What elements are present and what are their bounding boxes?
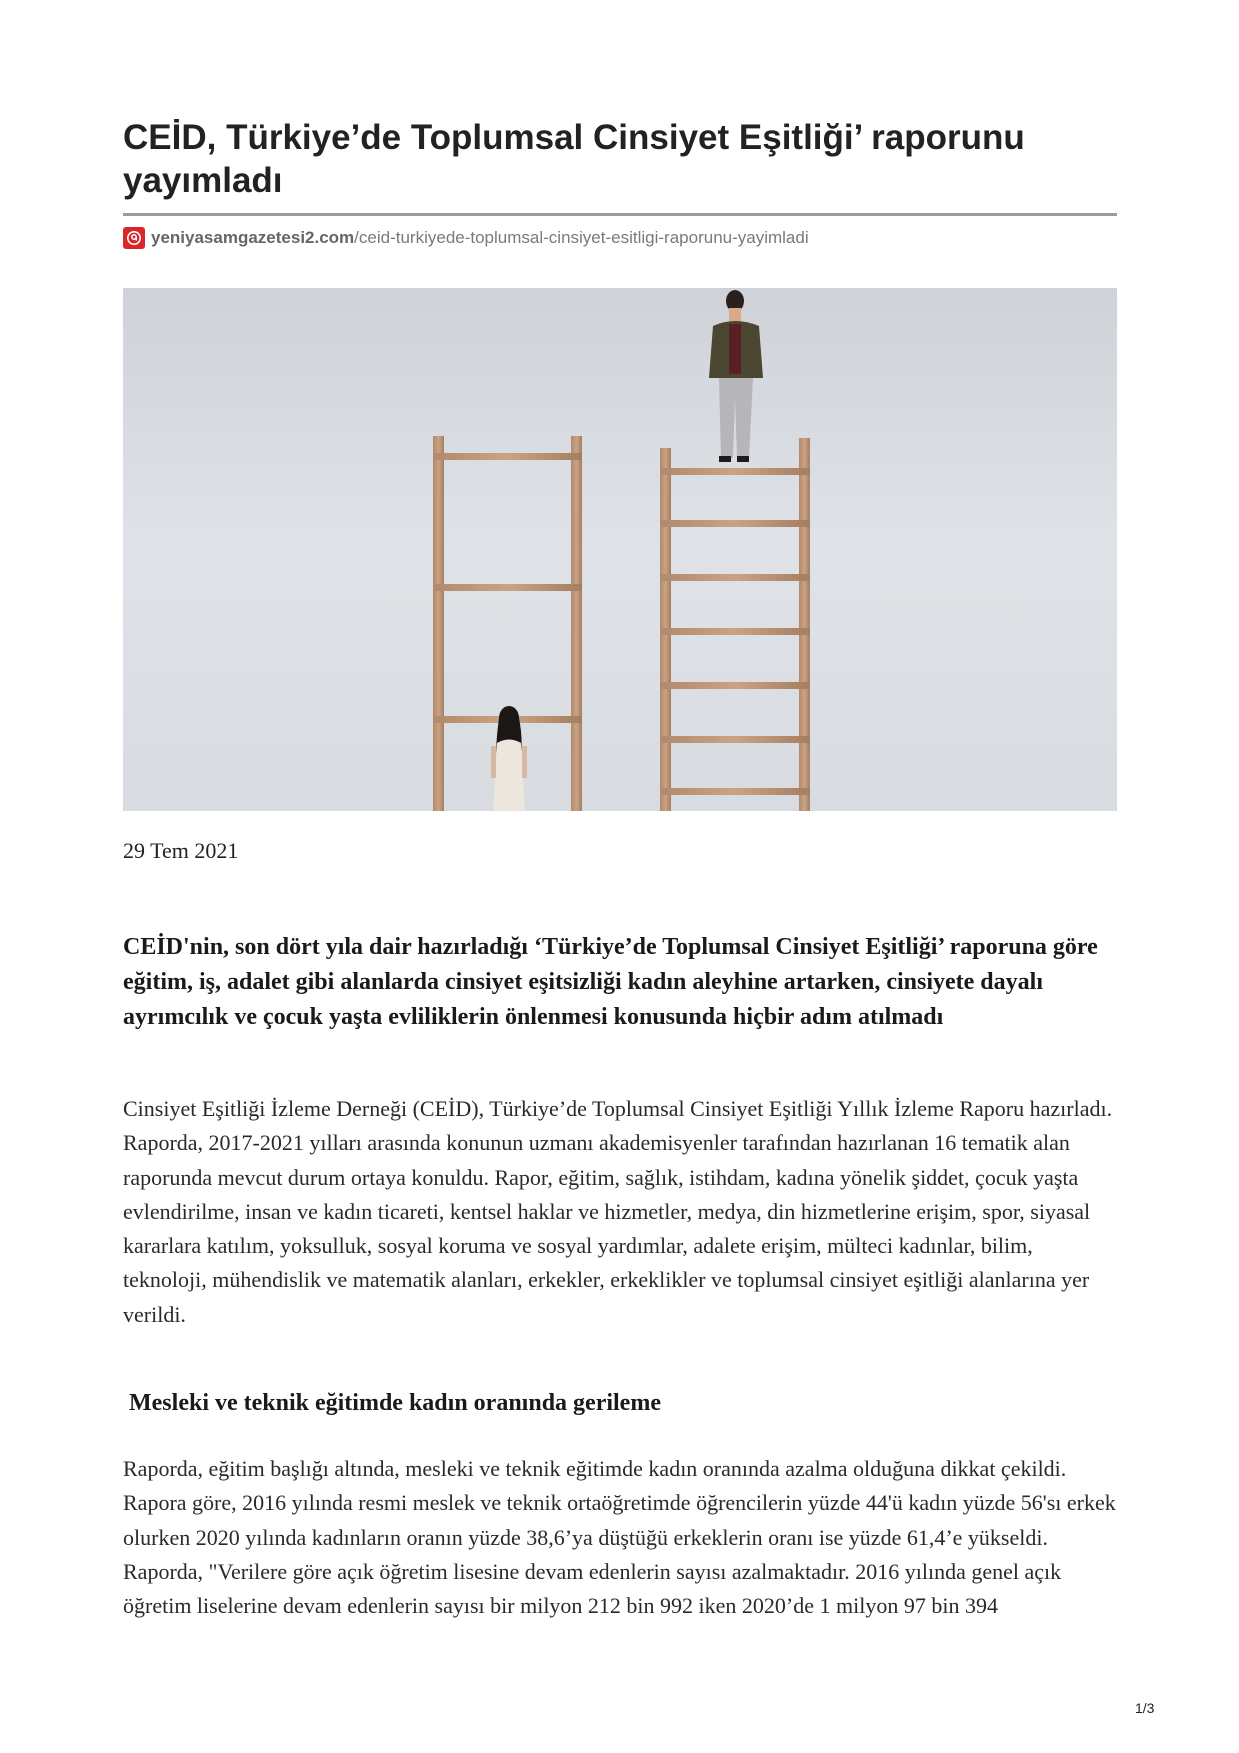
- article-lead: CEİD'nin, son dört yıla dair hazırladığı ‘Türkiye’de Toplumsal Cinsiyet Eşitliği’ raporuna göre eğitim, iş, adalet gibi alanlarda cinsiyet eşitsizliği kadın aleyhine artarken, cinsiyete dayalı ayrımcılık ve çocuk yaşta evliliklerin önlenmesi konusunda hiçbir adım atılmadı: [123, 934, 1098, 1030]
- source-line: [123, 226, 809, 250]
- article-paragraph: Cinsiyet Eşitliği İzleme Derneği (CEİD), Türkiye’de Toplumsal Cinsiyet Eşitliği Yıllık İzleme Raporu hazırladı. Raporda, 2017-2021 yılları arasında konunun uzmanı akademisyenler tarafından hazırlanan 16 tematik alan raporunda mevcut durum ortaya konuldu. Rapor, eğitim, sağlık, istihdam, kadına yönelik şiddet, çocuk yaşta evlendirilme, insan ve kadın ticareti, kentsel haklar ve hizmetler, medya, din hizmetlerine erişim, spor, siyasal kararlara katılım, yoksulluk, sosyal koruma ve sosyal yardımlar, adalete erişim, mülteci kadınlar, bilim, teknoloji, mühendislik ve matematik alanları, erkekler, erkeklikler ve toplumsal cinsiyet eşitliği alanlarına yer verildi.: [123, 1096, 1113, 1327]
- source-path: /ceid-turkiyede-toplumsal-cinsiyet-esitligi-raporunu-yayimladi: [354, 228, 809, 247]
- site-favicon-icon: [123, 227, 145, 249]
- article-title: CEİD, Türkiye’de Toplumsal Cinsiyet Eşitliği’ raporunu yayımladı: [123, 118, 1025, 200]
- article-date: 29 Tem 2021: [123, 838, 239, 863]
- page-number: 1/3: [1135, 1700, 1155, 1716]
- section-heading: Mesleki ve teknik eğitimde kadın oranında gerileme: [129, 1390, 661, 1416]
- source-domain: yeniyasamgazetesi2.com: [151, 228, 355, 247]
- source-link[interactable]: [151, 228, 809, 248]
- hero-image: [123, 288, 1117, 811]
- article-paragraph: Raporda, eğitim başlığı altında, mesleki ve teknik eğitimde kadın oranında azalma olduğuna dikkat çekildi. Rapora göre, 2016 yılında resmi meslek ve teknik ortaöğretimde öğrencilerin yüzde 44'ü kadın yüzde 56'sı erkek olurken 2020 yılında kadınların oranın yüzde 38,6’ya düştüğü erkeklerin oranı ise yüzde 61,4’e yükseldi. Raporda, "Verilere göre açık öğretim lisesine devam edenlerin sayısı azalmaktadır. 2016 yılında genel açık öğretim liselerine devam edenlerin sayısı bir milyon 212 bin 992 iken 2020’de 1 milyon 97 bin 394: [123, 1456, 1116, 1619]
- title-divider: [123, 213, 1117, 216]
